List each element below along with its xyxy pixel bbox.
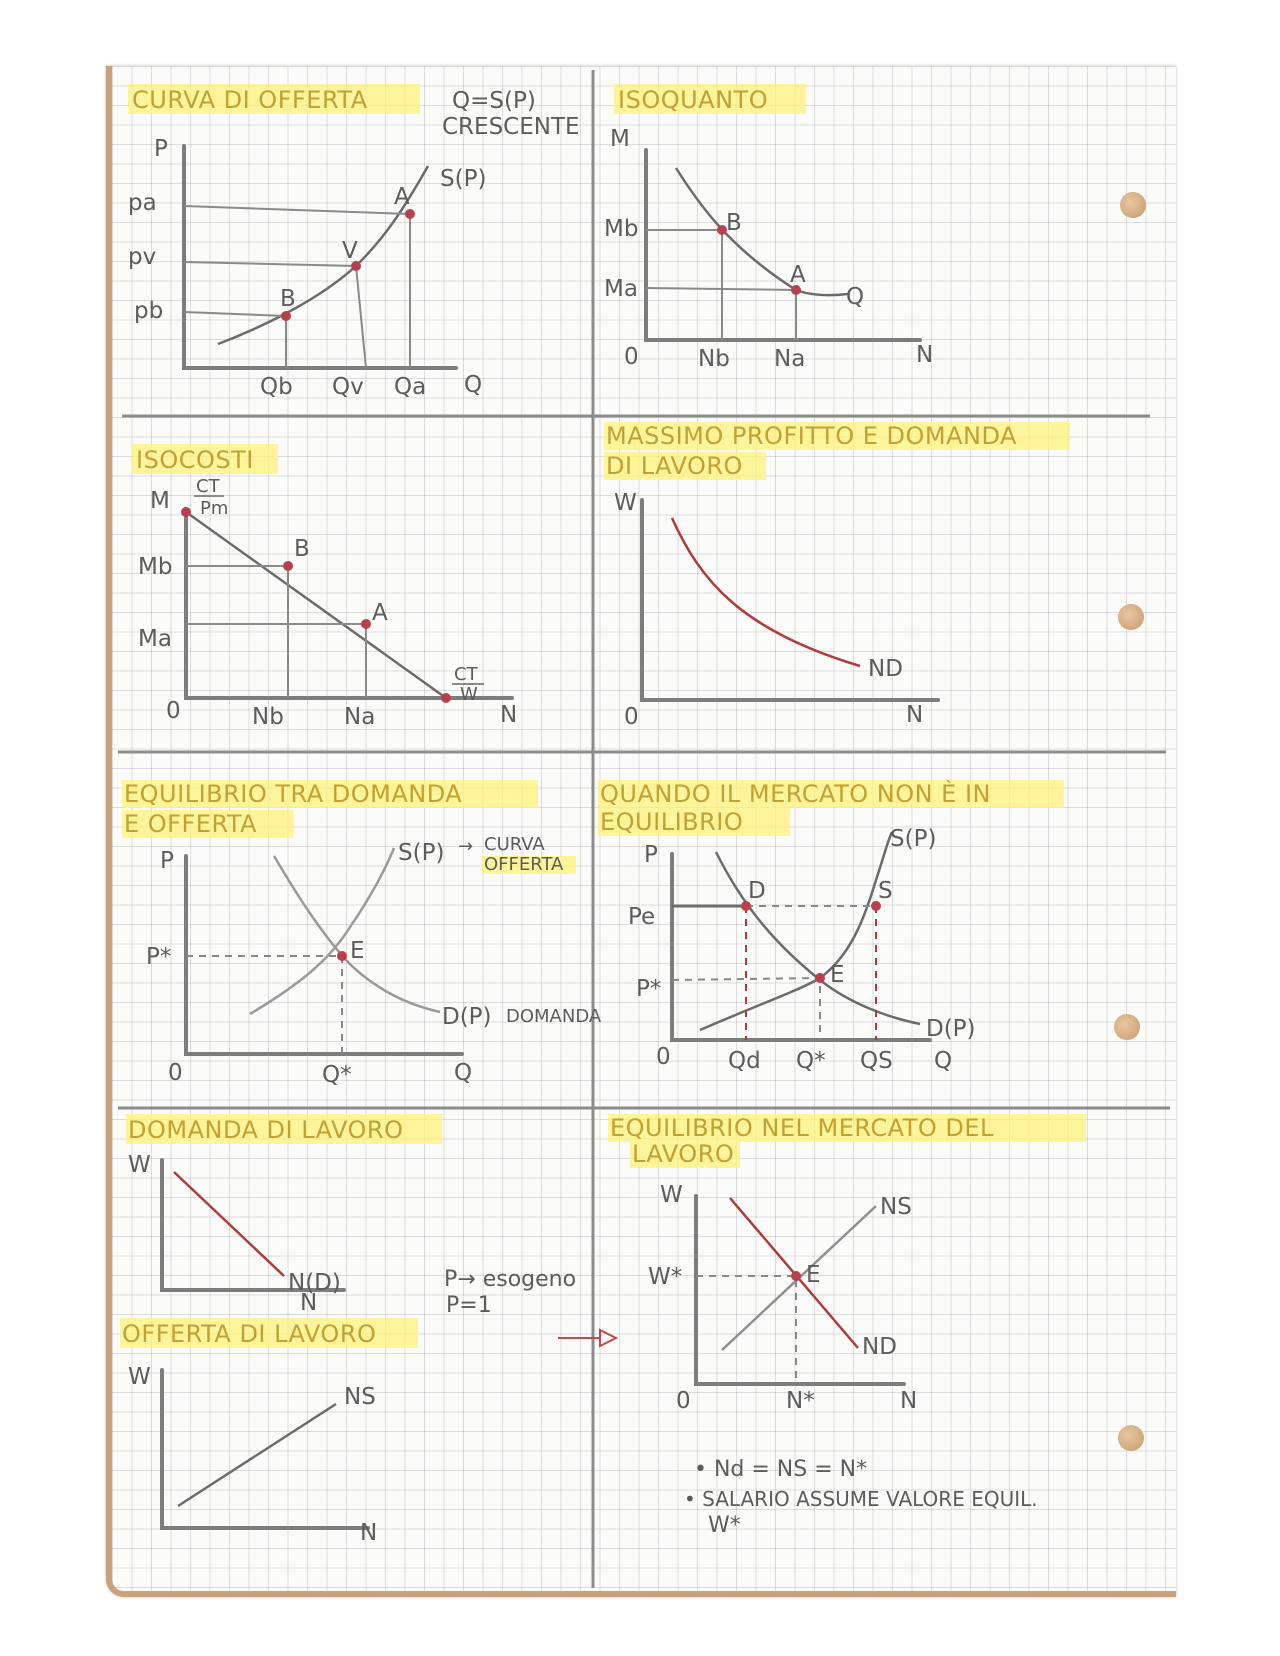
panel-title-line-2: E OFFERTA	[124, 810, 258, 838]
x-tick-n-star: N*	[786, 1388, 815, 1414]
point-d-label: D	[748, 878, 766, 904]
demand-curve	[274, 856, 440, 1012]
guide-a	[186, 624, 366, 698]
supply-curve	[700, 832, 892, 1030]
supply-label: S(P)	[398, 840, 445, 866]
point-e	[815, 973, 825, 983]
supply-note-1: CURVA	[484, 834, 545, 855]
panel-title: ISOQUANTO	[618, 86, 769, 114]
y-tick-p-star: P*	[146, 944, 172, 970]
axes	[646, 150, 920, 340]
origin-label: 0	[168, 1060, 183, 1086]
guide-b	[646, 230, 722, 340]
panel-isocost	[132, 444, 517, 730]
x-intercept-numerator: CT	[454, 664, 478, 685]
x-axis-label: Q	[454, 1060, 473, 1086]
panel-title-line-1: MASSIMO PROFITTO E DOMANDA	[606, 422, 1017, 450]
y-tick-ma: Ma	[604, 276, 638, 302]
origin-label: 0	[624, 704, 639, 730]
x-axis-label: N	[300, 1290, 318, 1316]
y-tick-w-star: W*	[648, 1264, 683, 1290]
y-tick-pb: pb	[134, 298, 164, 324]
panel-title: DOMANDA DI LAVORO	[128, 1116, 404, 1144]
x-tick-na: Na	[774, 346, 806, 372]
x-tick-nb: Nb	[252, 704, 284, 730]
x-axis-label: N	[500, 702, 518, 728]
y-axis-label: P	[154, 136, 168, 162]
origin-label: 0	[166, 698, 181, 724]
point-e	[337, 951, 347, 961]
x-axis-label: N	[360, 1520, 378, 1546]
demand-label: D(P)	[926, 1016, 976, 1042]
y-axis-label: M	[150, 488, 170, 514]
point-b-label: B	[280, 286, 296, 312]
panel-title-line-1: QUANDO IL MERCATO NON È IN	[600, 780, 991, 808]
panel-disequilibrium	[598, 779, 1064, 1074]
bullet-equilibrium-condition: • Nd = NS = N*	[694, 1457, 868, 1482]
panel-title-line-2: DI LAVORO	[606, 452, 743, 480]
labour-demand-line	[174, 1172, 284, 1276]
y-intercept-denominator: Pm	[200, 498, 229, 519]
y-axis-label: W	[128, 1364, 151, 1390]
panel-title-line-2: EQUILIBRIO	[600, 808, 744, 836]
guide-b	[186, 566, 288, 698]
supply-label: S(P)	[890, 826, 937, 852]
point-e-label: E	[350, 938, 365, 964]
point-a-label: A	[372, 600, 388, 626]
x-tick-qb: Qb	[260, 374, 293, 400]
curve-label: Q	[846, 284, 865, 310]
x-axis-label: Q	[464, 372, 483, 398]
point-b-label: B	[726, 210, 742, 236]
origin-label: 0	[656, 1044, 671, 1070]
demand-label: D(P)	[442, 1004, 492, 1030]
origin-label: 0	[624, 344, 639, 370]
x-tick-nb: Nb	[698, 346, 730, 372]
equilibrium-guide	[696, 1276, 796, 1384]
supply-label: NS	[880, 1194, 912, 1220]
bullet-wage-value: • SALARIO ASSUME VALORE EQUIL.	[684, 1487, 1038, 1511]
exogenous-price-note	[444, 1267, 616, 1346]
x-axis-label: N	[916, 342, 934, 368]
panel-title-line-1: EQUILIBRIO NEL MERCATO DEL	[610, 1114, 994, 1142]
y-tick-pa: pa	[128, 190, 157, 216]
x-tick-q-star: Q*	[322, 1062, 352, 1088]
bullet-wage-symbol: W*	[708, 1513, 741, 1538]
note-line-1: P→ esogeno	[444, 1267, 577, 1292]
panel-labour-supply	[120, 1318, 418, 1546]
point-a	[361, 619, 371, 629]
panel-title-line-2: LAVORO	[632, 1140, 735, 1168]
x-tick-q-star: Q*	[796, 1048, 826, 1074]
panel-title: CURVA DI OFFERTA	[132, 86, 368, 114]
point-b-label: B	[294, 536, 310, 562]
point-a-label: A	[790, 262, 806, 288]
y-axis-label: W	[660, 1182, 683, 1208]
panel-title: OFFERTA DI LAVORO	[122, 1320, 377, 1348]
y-tick-pv: pv	[128, 244, 157, 270]
isocost-line	[186, 512, 446, 698]
curve-label: N(D)	[288, 1270, 341, 1296]
curve-label: NS	[344, 1384, 376, 1410]
arrow-head	[600, 1330, 616, 1346]
point-e	[791, 1271, 801, 1281]
y-axis-label: W	[614, 490, 637, 516]
panel-title: ISOCOSTI	[136, 446, 254, 474]
y-axis-label: M	[610, 126, 630, 152]
x-tick-qa: Qa	[394, 374, 427, 400]
supply-arrow: →	[458, 836, 474, 857]
point-e-label: E	[830, 962, 845, 988]
y-axis-label: P	[644, 842, 658, 868]
point-s-label: S	[878, 878, 893, 904]
point-v-label: V	[342, 238, 358, 264]
panel-market-equilibrium	[122, 780, 602, 1088]
panel-labour-market-equilibrium	[608, 1114, 1086, 1538]
y-intercept-point	[181, 507, 191, 517]
point-b	[281, 311, 291, 321]
supply-note-2: OFFERTA	[484, 854, 564, 875]
panel-isoquant	[604, 84, 933, 372]
labour-supply-line	[178, 1404, 336, 1506]
demand-label: ND	[862, 1334, 897, 1360]
y-axis-label: W	[128, 1152, 151, 1178]
axes	[184, 146, 456, 368]
x-axis-label: Q	[934, 1048, 953, 1074]
y-tick-ma: Ma	[138, 626, 172, 652]
x-intercept-denominator: W	[460, 684, 478, 705]
curve-label: ND	[868, 656, 903, 682]
note-line-2: P=1	[446, 1293, 492, 1318]
x-axis-label: N	[900, 1388, 918, 1414]
y-tick-pe: Pe	[628, 904, 656, 930]
x-tick-na: Na	[344, 704, 376, 730]
formula-note: CRESCENTE	[442, 114, 580, 140]
point-a-label: A	[394, 184, 410, 210]
point-e-label: E	[806, 1262, 821, 1288]
x-tick-qv: Qv	[332, 374, 364, 400]
y-tick-mb: Mb	[604, 216, 639, 242]
panel-title-line-1: EQUILIBRIO TRA DOMANDA	[124, 780, 463, 808]
y-intercept-numerator: CT	[196, 476, 220, 497]
formula: Q=S(P)	[452, 88, 536, 114]
y-tick-mb: Mb	[138, 554, 173, 580]
x-tick-qd: Qd	[728, 1048, 761, 1074]
panel-labour-demand	[126, 1114, 442, 1316]
curve-label: S(P)	[440, 166, 487, 192]
panel-profit-labour-demand	[604, 422, 1070, 730]
demand-note: DOMANDA	[506, 1006, 602, 1027]
origin-label: 0	[676, 1388, 691, 1414]
labour-demand-curve	[672, 518, 860, 666]
panel-supply-curve	[128, 84, 580, 400]
point-b	[283, 561, 293, 571]
y-axis-label: P	[160, 848, 174, 874]
x-tick-qs: QS	[860, 1048, 893, 1074]
x-intercept-point	[441, 693, 451, 703]
isoquant-curve	[676, 168, 848, 295]
y-tick-p-star: P*	[636, 976, 662, 1002]
x-axis-label: N	[906, 702, 924, 728]
point-a	[405, 209, 415, 219]
